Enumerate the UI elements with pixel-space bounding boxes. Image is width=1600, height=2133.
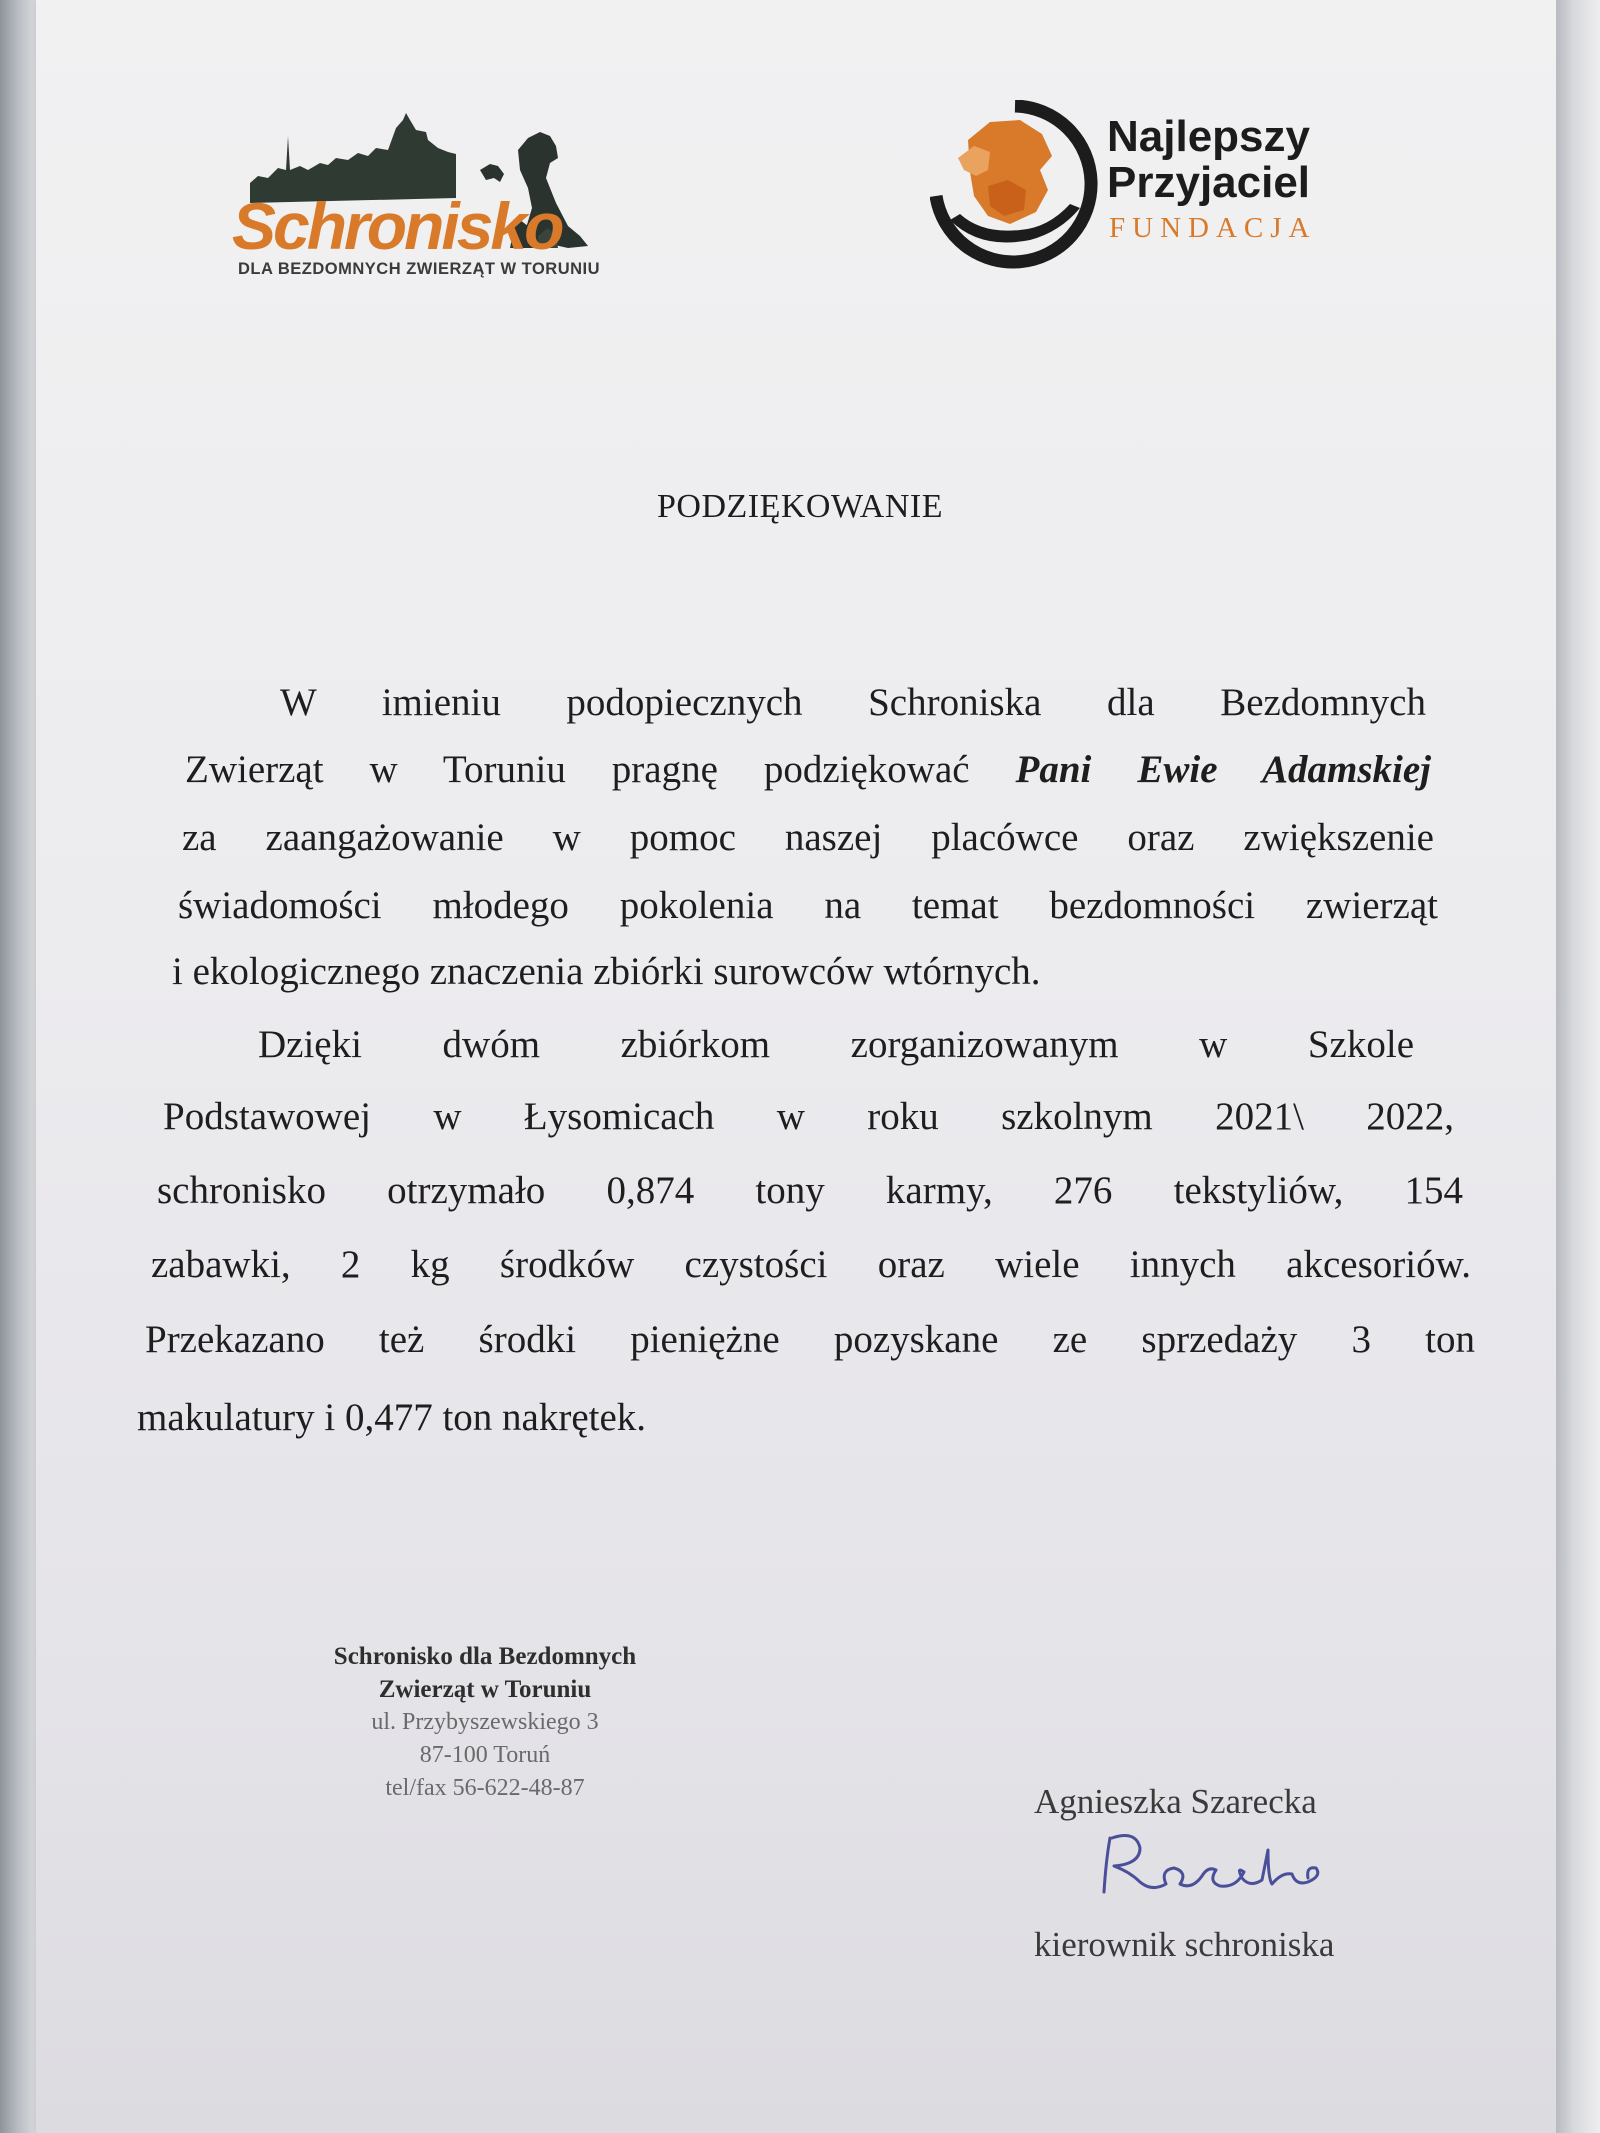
stamp-line2: Zwierząt w Toruniu [378,1676,592,1703]
foundation-logo [930,100,1360,270]
paper-edge [1556,0,1600,2133]
signatory-role: kierownik schroniska [1034,1925,1335,1964]
para1-line2 [185,747,1431,792]
shelter-logo-wordmark: Schronisko [232,189,562,263]
shelter-logo-tagline: DLA BEZDOMNYCH ZWIERZĄT W TORUNIU [238,260,601,278]
para1-line4: świadomości młodego pokolenia na temat bezdomności zwierząt [178,884,1438,927]
foundation-name-line1: Najlepszy [1107,112,1310,161]
para2-line6: makulatury i 0,477 ton nakrętek. [137,1396,647,1439]
shelter-stamp [300,1640,670,1805]
para1-line2-text: Zwierząt w Toruniu pragnę podziękować [185,748,970,791]
stamp-line1: Schronisko dla Bezdomnych [333,1643,637,1670]
stamp-line5: tel/fax 56-622-48-87 [385,1775,585,1801]
foundation-name-line2: Przyjaciel [1107,158,1311,207]
recipient-name: Pani Ewie Adamskiej [1015,748,1432,791]
para1-line5: i ekologicznego znaczenia zbiórki surowców wtórnych. [172,950,1041,993]
handwritten-signature [1096,1820,1346,1900]
stamp-line3: ul. Przybyszewskiego 3 [371,1709,599,1735]
para2-line5: Przekazano też środki pieniężne pozyskane ze sprzedaży 3 ton [145,1318,1475,1361]
shelter-logo [228,108,628,298]
foundation-name-line3: FUNDACJA [1109,212,1317,244]
para2-line3: schronisko otrzymało 0,874 tony karmy, 276 tekstyliów, 154 [157,1169,1463,1212]
signatory-name: Agnieszka Szarecka [1034,1782,1317,1821]
dog-cat-circle-icon [930,100,1100,270]
para2-line2: Podstawowej w Łysomicach w roku szkolnym 2021\ 2022, [163,1095,1454,1138]
letter-title: PODZIĘKOWANIE [656,488,943,525]
para2-line4: zabawki, 2 kg środków czystości oraz wiele innych akcesoriów. [151,1243,1471,1286]
para2-line1: Dzięki dwóm zbiórkom zorganizowanym w Szkole [258,1023,1414,1066]
para1-line1: W imieniu podopiecznych Schroniska dla Bezdomnych [280,681,1426,724]
stamp-line4: 87-100 Toruń [419,1742,551,1768]
para1-line3: za zaangażowanie w pomoc naszej placówce oraz zwiększenie [182,816,1434,859]
